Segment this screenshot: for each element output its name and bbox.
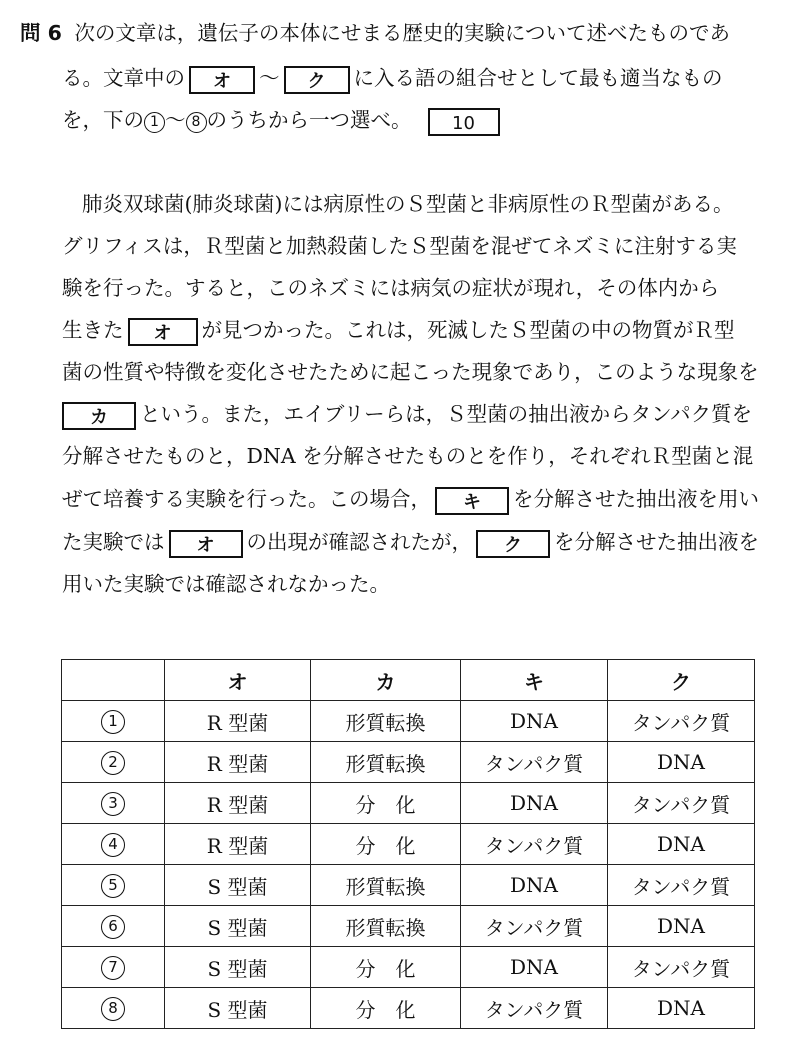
choice-number-cell bbox=[62, 947, 165, 988]
cell-ku: タンパク質 bbox=[608, 783, 755, 824]
tilde: ～ bbox=[259, 66, 280, 90]
cell-o: S 型菌 bbox=[165, 947, 311, 988]
passage-line-9 bbox=[62, 528, 759, 558]
passage-line-3: 験を行った。すると，このネズミには病気の症状が現れ，その体内から bbox=[62, 276, 720, 300]
header-ki: キ bbox=[461, 660, 608, 701]
choice-first-circle: 1 bbox=[144, 112, 165, 133]
cell-ki: タンパク質 bbox=[461, 988, 608, 1029]
cell-o: S 型菌 bbox=[165, 865, 311, 906]
choice-number-cell bbox=[62, 742, 165, 783]
choice-number-circle: 6 bbox=[101, 915, 125, 939]
cell-ku: DNA bbox=[608, 742, 755, 783]
cell-ku: タンパク質 bbox=[608, 865, 755, 906]
passage-line-6 bbox=[62, 400, 752, 430]
question-text-2b: に入る語の組合せとして最も適当なもの bbox=[353, 66, 723, 90]
blank-ku-box-2: ク bbox=[476, 530, 550, 558]
cell-ka: 形質転換 bbox=[311, 906, 461, 947]
cell-ki: DNA bbox=[461, 783, 608, 824]
choice-number-cell bbox=[62, 701, 165, 742]
passage-line-7: 分解させたものと，DNA を分解させたものとを作り，それぞれＲ型菌と混 bbox=[62, 444, 754, 468]
passage-line-10: 用いた実験では確認されなかった。 bbox=[62, 572, 390, 596]
choice-last-circle: 8 bbox=[186, 112, 207, 133]
cell-o: S 型菌 bbox=[165, 988, 311, 1029]
table-corner-cell bbox=[62, 660, 165, 701]
passage-line-8 bbox=[62, 485, 759, 515]
choice-number-cell bbox=[62, 865, 165, 906]
cell-ki: DNA bbox=[461, 865, 608, 906]
choice-number-circle: 8 bbox=[101, 997, 125, 1021]
cell-ka: 分 化 bbox=[311, 824, 461, 865]
question-text-3b: のうちから一つ選べ。 bbox=[206, 108, 412, 132]
blank-ka-box: カ bbox=[62, 402, 136, 430]
question-line-1 bbox=[20, 19, 730, 47]
passage-line-4 bbox=[62, 316, 735, 346]
cell-ka: 分 化 bbox=[311, 947, 461, 988]
passage-line-1: 肺炎双球菌(肺炎球菌)には病原性のＳ型菌と非病原性のＲ型菌がある。 bbox=[82, 192, 734, 216]
choice-number-circle: 4 bbox=[101, 833, 125, 857]
cell-ka: 分 化 bbox=[311, 783, 461, 824]
table-row bbox=[62, 742, 755, 783]
choice-number-cell bbox=[62, 824, 165, 865]
passage-text-6b: という。また，エイブリーらは，Ｓ型菌の抽出液からタンパク質を bbox=[140, 402, 753, 426]
cell-ku: タンパク質 bbox=[608, 947, 755, 988]
table-row bbox=[62, 865, 755, 906]
passage-text-9a: た実験では bbox=[62, 530, 165, 554]
passage-line-5: 菌の性質や特徴を変化させたために起こった現象であり，このような現象を bbox=[62, 360, 759, 384]
blank-o-box-2: オ bbox=[128, 318, 198, 346]
cell-ka: 分 化 bbox=[311, 988, 461, 1029]
choice-number-circle: 2 bbox=[101, 751, 125, 775]
table-row bbox=[62, 906, 755, 947]
choice-number-circle: 5 bbox=[101, 874, 125, 898]
cell-ki: タンパク質 bbox=[461, 906, 608, 947]
choice-number-circle: 7 bbox=[101, 956, 125, 980]
question-label: 問 6 bbox=[20, 21, 62, 45]
table-header-row bbox=[62, 660, 755, 701]
passage-line-2: グリフィスは，Ｒ型菌と加熱殺菌したＳ型菌を混ぜてネズミに注射する実 bbox=[62, 234, 737, 258]
cell-ku: タンパク質 bbox=[608, 701, 755, 742]
passage-text-9c: を分解させた抽出液を bbox=[554, 530, 759, 554]
table-row bbox=[62, 947, 755, 988]
question-text-1: 次の文章は，遺伝子の本体にせまる歴史的実験について述べたものであ bbox=[74, 21, 731, 45]
answer-number-box: 10 bbox=[428, 108, 500, 136]
choice-number-cell bbox=[62, 783, 165, 824]
passage-text-4a: 生きた bbox=[62, 318, 124, 342]
passage-text-9b: の出現が確認されたが， bbox=[246, 530, 472, 554]
cell-ku: DNA bbox=[608, 988, 755, 1029]
header-ku: ク bbox=[608, 660, 755, 701]
question-line-3 bbox=[62, 106, 504, 136]
answer-table-body bbox=[62, 660, 755, 1029]
cell-ka: 形質転換 bbox=[311, 865, 461, 906]
cell-ka: 形質転換 bbox=[311, 701, 461, 742]
question-text-2a: る。文章中の bbox=[62, 66, 185, 90]
cell-ku: DNA bbox=[608, 906, 755, 947]
table-row bbox=[62, 824, 755, 865]
cell-ka: 形質転換 bbox=[311, 742, 461, 783]
choice-number-cell bbox=[62, 988, 165, 1029]
cell-o: R 型菌 bbox=[165, 742, 311, 783]
tilde-2: ～ bbox=[165, 108, 186, 132]
choice-number-circle: 1 bbox=[101, 710, 125, 734]
question-text-3a: を，下の bbox=[62, 108, 144, 132]
passage-text-4b: が見つかった。これは，死滅したＳ型菌の中の物質がＲ型 bbox=[201, 318, 735, 342]
table-row bbox=[62, 783, 755, 824]
cell-o: R 型菌 bbox=[165, 783, 311, 824]
table-row bbox=[62, 988, 755, 1029]
choice-number-circle: 3 bbox=[101, 792, 125, 816]
answer-table bbox=[61, 659, 755, 1029]
table-row bbox=[62, 701, 755, 742]
blank-ku-box: ク bbox=[284, 66, 350, 94]
passage-text-8b: を分解させた抽出液を用い bbox=[513, 487, 759, 511]
passage-text-8a: ぜて培養する実験を行った。この場合， bbox=[62, 487, 431, 511]
choice-number-cell bbox=[62, 906, 165, 947]
cell-o: S 型菌 bbox=[165, 906, 311, 947]
header-ka: カ bbox=[311, 660, 461, 701]
cell-ki: DNA bbox=[461, 947, 608, 988]
blank-o-box: オ bbox=[189, 66, 255, 94]
blank-ki-box: キ bbox=[435, 487, 509, 515]
cell-o: R 型菌 bbox=[165, 824, 311, 865]
cell-ki: タンパク質 bbox=[461, 824, 608, 865]
cell-ku: DNA bbox=[608, 824, 755, 865]
cell-o: R 型菌 bbox=[165, 701, 311, 742]
cell-ki: DNA bbox=[461, 701, 608, 742]
cell-ki: タンパク質 bbox=[461, 742, 608, 783]
header-o: オ bbox=[165, 660, 311, 701]
question-line-2 bbox=[62, 64, 723, 94]
blank-o-box-3: オ bbox=[169, 530, 243, 558]
